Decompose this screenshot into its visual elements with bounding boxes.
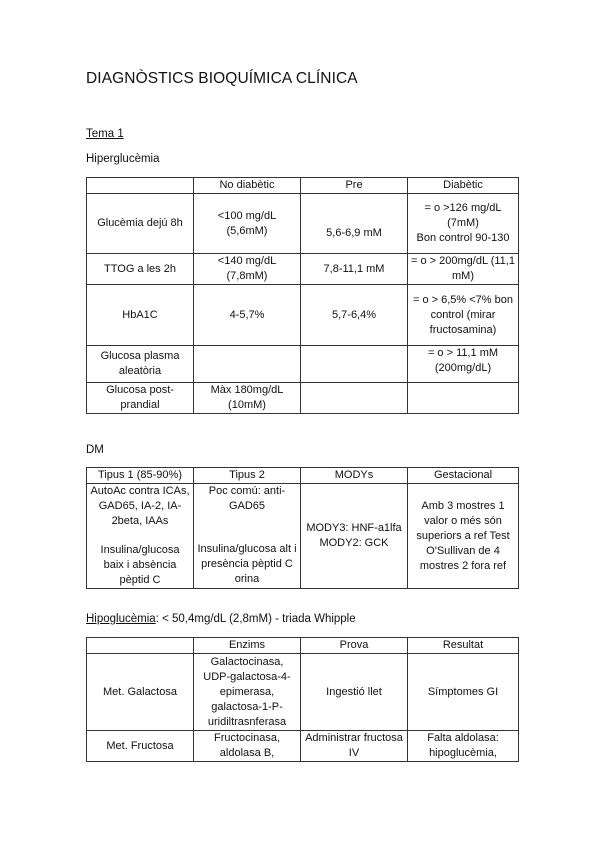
table-row (87, 654, 519, 731)
hypoglycemia-title: Hipoglucèmia (86, 613, 156, 625)
table-cell: 7,8-11,1 mM (301, 254, 408, 285)
row-label: Glucosa post-prandial (87, 383, 194, 414)
header-cell (87, 638, 194, 654)
table-cell: <140 mg/dL (7,8mM) (194, 254, 301, 285)
header-cell: Diabètic (408, 178, 519, 194)
document-title: DIAGNÒSTICS BIOQUÍMICA CLÍNICA (86, 70, 358, 87)
hyperglycemia-table (86, 177, 519, 414)
table-cell: Falta aldolasa: hipoglucèmia, (408, 731, 519, 762)
table-cell: <100 mg/dL (5,6mM) (194, 194, 301, 254)
cell-line: AutoAc contra ICAs, GAD65, IA-2, IA-2beta, IAAs (90, 485, 190, 527)
hyperglycemia-heading: Hiperglucèmia (86, 153, 160, 165)
table-cell: = o > 200mg/dL (11,1 mM) (408, 254, 519, 285)
table-cell (301, 383, 408, 414)
table-cell (301, 346, 408, 383)
dm-table (86, 467, 519, 589)
table-cell: Símptomes GI (408, 654, 519, 731)
table-cell: 4-5,7% (194, 285, 301, 346)
cell-line: Poc comú: anti-GAD65 (208, 485, 286, 512)
topic-heading: Tema 1 (86, 128, 124, 140)
table-cell: Ingestió llet (301, 654, 408, 731)
cell-line: = o >126 mg/dL (7mM) (424, 202, 502, 229)
hypoglycemia-heading (86, 613, 356, 625)
table-row (87, 346, 519, 383)
table-header-row (87, 178, 519, 194)
table-row (87, 254, 519, 285)
table-cell (194, 346, 301, 383)
hypoglycemia-definition: : < 50,4mg/dL (2,8mM) - triada Whipple (155, 613, 356, 625)
table-cell: = o > 6,5% <7% bon control (mirar fructosamina) (408, 285, 519, 346)
table-cell: Galactocinasa, UDP-galactosa-4-epimerasa, galactosa-1-P-uridiltrasnferasa (194, 654, 301, 731)
row-label: Met. Fructosa (87, 731, 194, 762)
dm-heading: DM (86, 444, 104, 456)
row-label: HbA1C (87, 285, 194, 346)
table-row (87, 731, 519, 762)
header-cell: No diabètic (194, 178, 301, 194)
cell-line: Bon control 90-130 (416, 232, 510, 244)
cell-line: Insulina/glucosa baix i absència pèptid C (100, 544, 180, 586)
header-cell: Enzims (194, 638, 301, 654)
row-label: Glucosa plasma aleatòria (87, 346, 194, 383)
row-label: Glucèmia dejú 8h (87, 194, 194, 254)
hypoglycemia-table (86, 637, 519, 762)
table-cell (408, 383, 519, 414)
table-cell: Amb 3 mostres 1 valor o més són superiors a ref Test O'Sullivan de 4 mostres 2 fora ref (408, 484, 519, 589)
table-row (87, 484, 519, 589)
header-cell: Prova (301, 638, 408, 654)
header-cell (87, 178, 194, 194)
table-cell: 5,6-6,9 mM (301, 194, 408, 254)
table-cell: Administrar fructosa IV (301, 731, 408, 762)
header-cell: MODYs (301, 468, 408, 484)
header-cell: Tipus 1 (85-90%) (87, 468, 194, 484)
header-cell: Gestacional (408, 468, 519, 484)
header-cell: Pre (301, 178, 408, 194)
cell-line: Insulina/glucosa alt i presència pèptid C orina (197, 543, 297, 585)
header-cell: Resultat (408, 638, 519, 654)
table-cell: Fructocinasa, aldolasa B, (194, 731, 301, 762)
table-cell (408, 194, 519, 254)
table-cell: 5,7-6,4% (301, 285, 408, 346)
table-cell: = o > 11,1 mM (200mg/dL) (408, 346, 519, 383)
table-cell: Màx 180mg/dL (10mM) (194, 383, 301, 414)
row-label: TTOG a les 2h (87, 254, 194, 285)
table-row (87, 383, 519, 414)
table-cell (194, 484, 301, 589)
table-row (87, 194, 519, 254)
table-header-row (87, 468, 519, 484)
header-cell: Tipus 2 (194, 468, 301, 484)
table-cell: MODY3: HNF-a1lfa MODY2: GCK (301, 484, 408, 589)
row-label: Met. Galactosa (87, 654, 194, 731)
table-header-row (87, 638, 519, 654)
table-cell (87, 484, 194, 589)
table-row (87, 285, 519, 346)
